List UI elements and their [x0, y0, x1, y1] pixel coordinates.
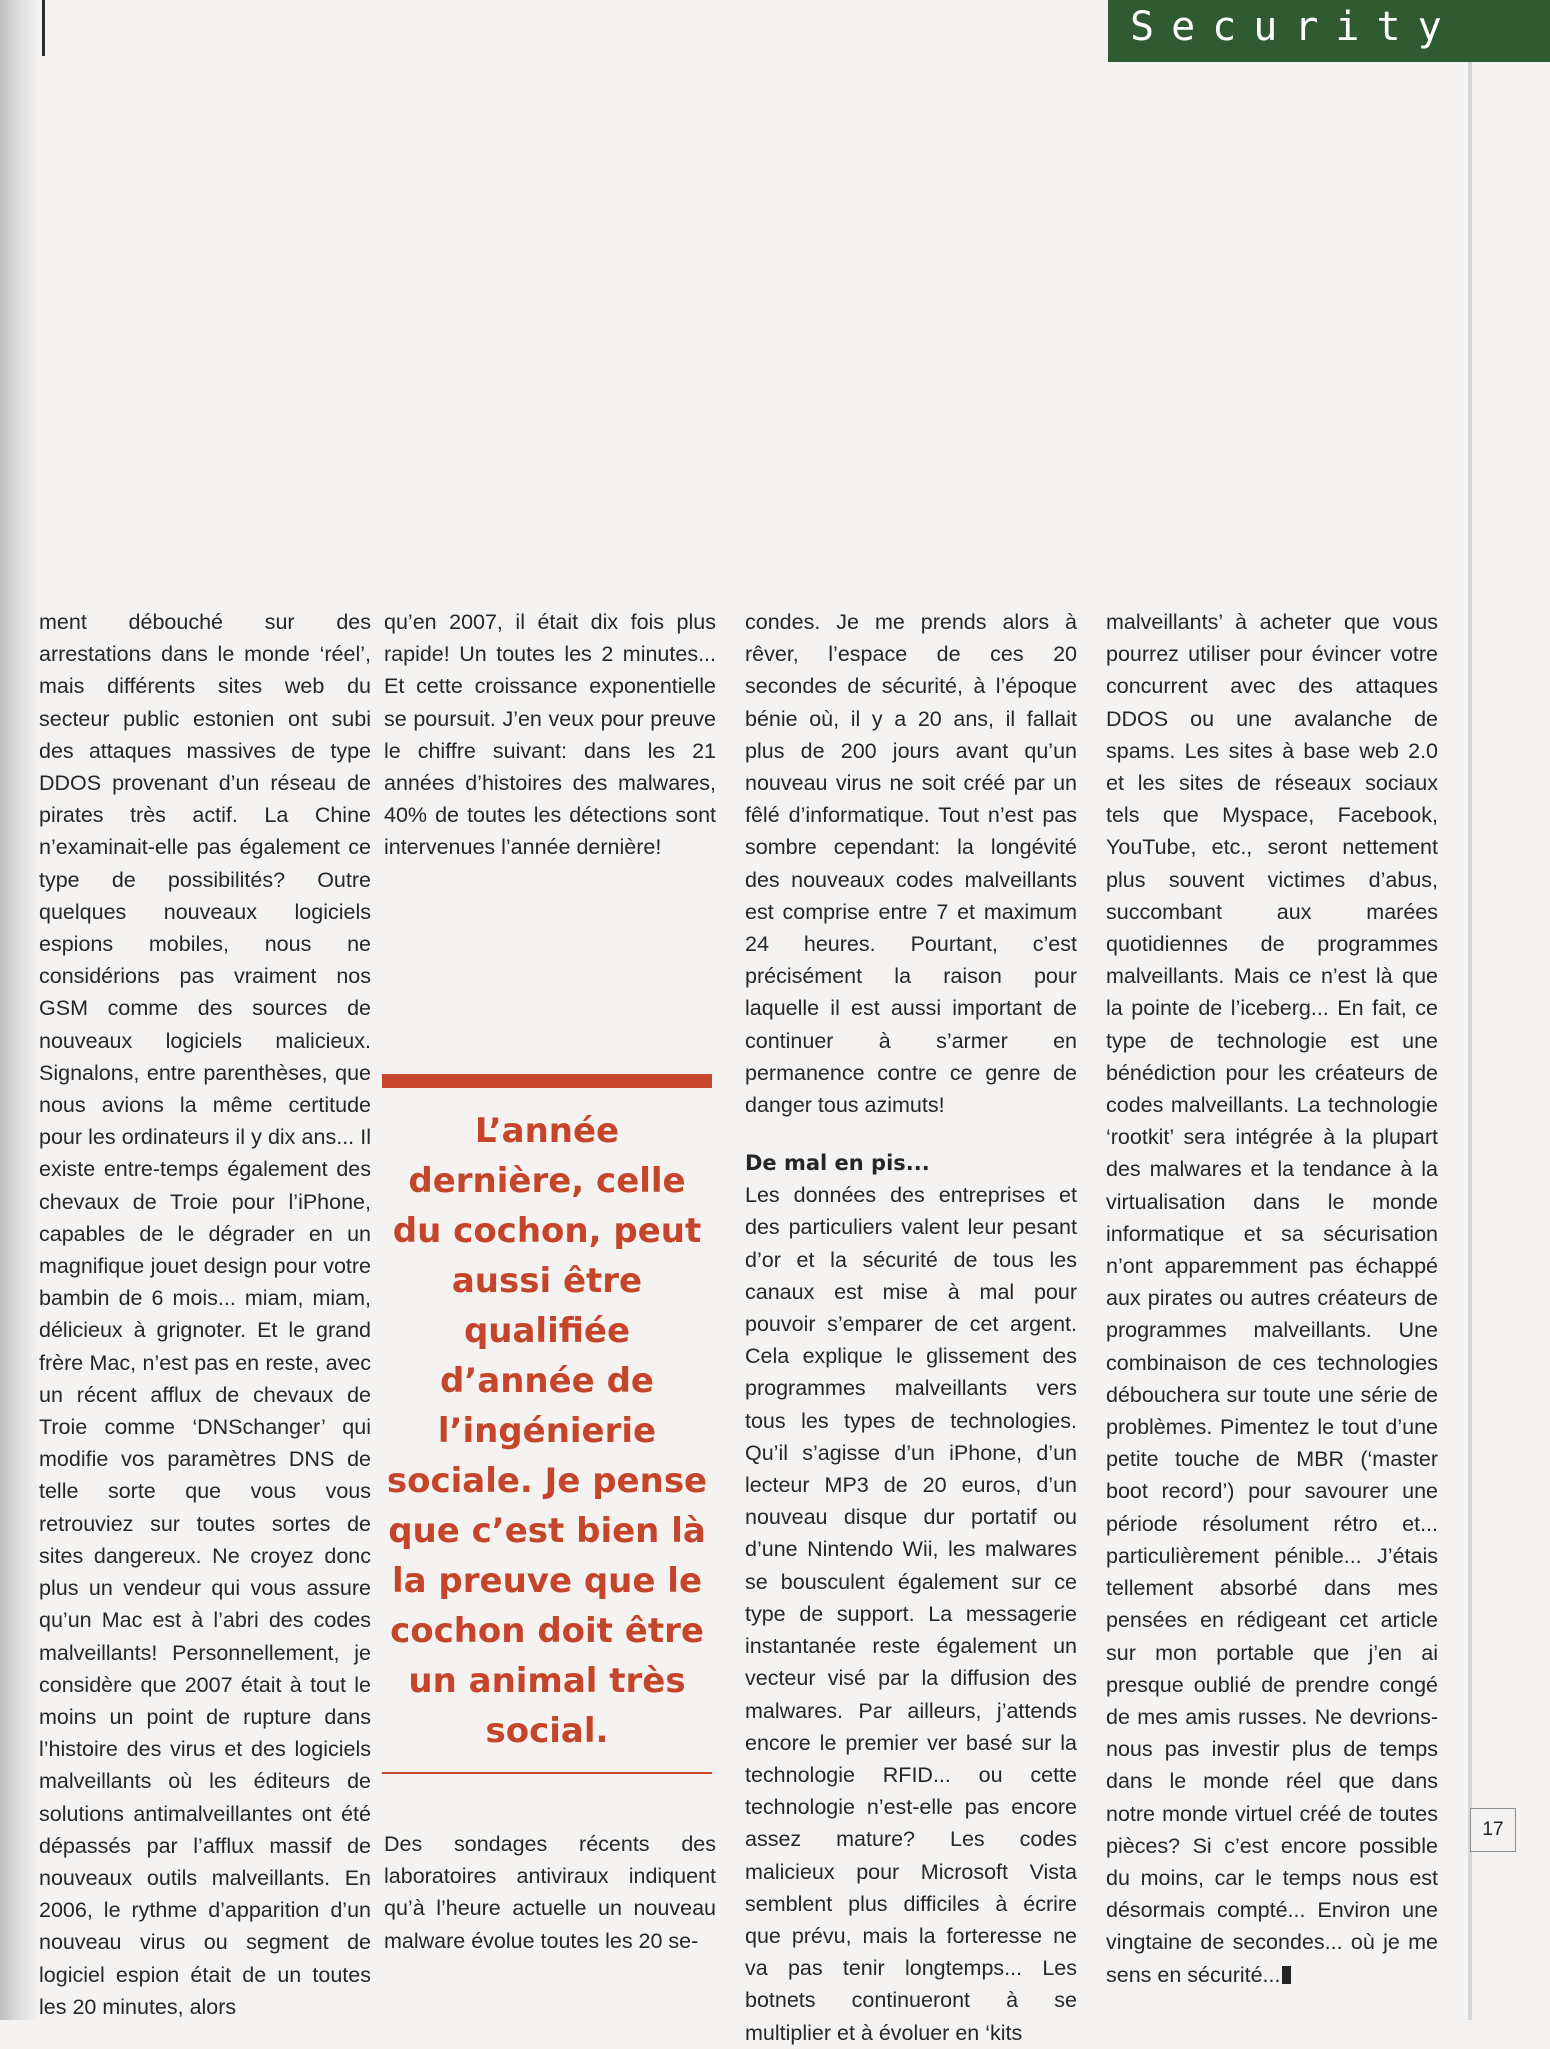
pull-quote-text: L’année dernière, celle du cochon, peut aussi être qualifiée d’année de l’ingénierie sociale. Je pense que c’est bien là la preuve que le cochon doit être un animal très social. — [386, 1111, 708, 1751]
column-3-paragraph-1: condes. Je me prends alors à rêver, l’espace de ces 20 secondes de sécurité, à l’époque bénie où, il y a 20 ans, il fallait plus de 200 jours avant qu’un nouveau virus ne soit créé par un fêlé d’informatique. Tout n’est pas sombre cependant: la longévité des nouveaux codes malveillants est comprise entre 7 et maximum 24 heures. Pourtant, c’est précisément la raison pour laquelle il est aussi important de continuer à s’armer en permanence contre ce genre de danger tous azimuts! — [745, 610, 1077, 1118]
spine-shadow — [0, 0, 38, 2020]
pull-quote-rule — [382, 1772, 712, 1774]
subheading: De mal en pis... — [745, 1151, 930, 1176]
section-header — [1108, 0, 1550, 62]
column-1-text: ment débouché sur des arrestations dans le monde ‘réel’, mais différents sites web du secteur public estonien ont subi des attaques massives de type DDOS provenant d’un réseau de pirates très actif. La Chine n’examinait-elle pas également ce type de possibilités? Outre quelques nouveaux logiciels espions mobiles, nous ne considérions pas vraiment nos GSM comme des sources de nouveaux logiciels malicieux. Signalons, entre parenthèses, que nous avions la même certitude pour les ordinateurs il y dix ans... Il existe entre-temps également des chevaux de Troie pour l’iPhone, capables de le dégrader en un magnifique jouet design pour votre bambin de 6 mois... miam, miam, délicieux à grignoter. Et le grand frère Mac, n’est pas en reste, avec un récent afflux de chevaux de Troie comme ‘DNSchanger’ qui modifie vos paramètres DNS de telle sorte que vous vous retrouviez sur toutes sortes de sites dangereux. Ne croyez donc plus un vendeur qui vous assure qu’un Mac est à l’abri des codes malveillants! Personnellement, je considère que 2007 était à tout le moins un point de rupture dans l’histoire des virus et des logiciels malveillants où les éditeurs de solutions antimalveillantes ont été dépassés par l’afflux massif de nouveaux outils malveillants. En 2006, le rythme d’apparition d’un nouveau virus ou segment de logiciel espion était de un toutes les 20 minutes, alors — [39, 610, 371, 2019]
article-column-4 — [1106, 606, 1438, 1991]
section-title: Security — [1130, 4, 1459, 50]
pull-quote — [382, 1074, 712, 1774]
end-of-article-mark — [1282, 1966, 1291, 1984]
column-2-top-text: qu’en 2007, il était dix fois plus rapide! Un toutes les 2 minutes... Et cette croissance exponentielle se poursuit. J’en veux pour preuve le chiffre suivant: dans les 21 années d’histoires des malwares, 40% de toutes les détections sont intervenues l’année dernière! — [384, 610, 716, 860]
page-number: 17 — [1470, 1808, 1516, 1852]
article-column-1 — [39, 606, 371, 2023]
page-edge — [1468, 60, 1472, 2020]
article-column-2-bottom — [384, 1828, 716, 1957]
pull-quote-bar — [382, 1074, 712, 1088]
spine-line — [42, 0, 45, 56]
article-column-2-top — [384, 606, 716, 864]
article-column-3 — [745, 606, 1077, 2049]
column-3-paragraph-2: Les données des entreprises et des particuliers valent leur pesant d’or et la sécurité de tous les canaux est mise à mal pour pouvoir s’emparer de cet argent. Cela explique le glissement des programmes malveillants vers tous les types de technologies. Qu’il s’agisse d’un iPhone, d’un lecteur MP3 de 20 euros, d’un nouveau disque dur portatif ou d’une Nintendo Wii, les malwares se bousculent également sur ce type de support. La messagerie instantanée reste également un vecteur visé par la diffusion des malwares. Par ailleurs, j’attends encore le premier ver basé sur la technologie RFID... ou cette technologie n’est-elle pas encore assez mature? Les codes malicieux pour Microsoft Vista semblent plus difficiles à écrire que prévu, mais la forteresse ne va pas tenir longtemps... Les botnets continueront à se multiplier et à évoluer en ‘kits — [745, 1183, 1077, 2045]
column-4-text: malveillants’ à acheter que vous pourrez utiliser pour évincer votre concurrent avec des attaques DDOS ou une avalanche de spams. Les sites à base web 2.0 et les sites de réseaux sociaux tels que Myspace, Facebook, YouTube, etc., seront nettement plus souvent victimes d’abus, succombant aux marées quotidiennes de programmes malveillants. Mais ce n’est là que la pointe de l’iceberg... En fait, ce type de technologie est une bénédiction pour les créateurs de codes malveillants. La technologie ‘rootkit’ sera intégrée à la plupart des malwares et la tendance à la virtualisation dans le monde informatique et sa sécurisation n’ont apparemment pas échappé aux pirates ou autres créateurs de programmes malveillants. Une combinaison de ces technologies débouchera sur toute une série de problèmes. Pimentez le tout d’une petite touche de MBR (‘master boot record’) pour savourer une période résolument rétro et... particulièrement pénible... J’étais tellement absorbé dans mes pensées en rédigeant cet article sur mon portable que j’en ai presque oublié de prendre congé de mes amis russes. Ne devrions-nous pas investir plus de temps dans le monde réel que dans notre monde virtuel créé de toutes pièces? Si c’est encore possible du moins, car le temps nous est désormais compté... Environ une vingtaine de secondes... où je me sens en sécurité... — [1106, 610, 1438, 1987]
column-2-bottom-text: Des sondages récents des laboratoires antiviraux indiquent qu’à l’heure actuelle un nouveau malware évolue toutes les 20 se- — [384, 1832, 716, 1953]
